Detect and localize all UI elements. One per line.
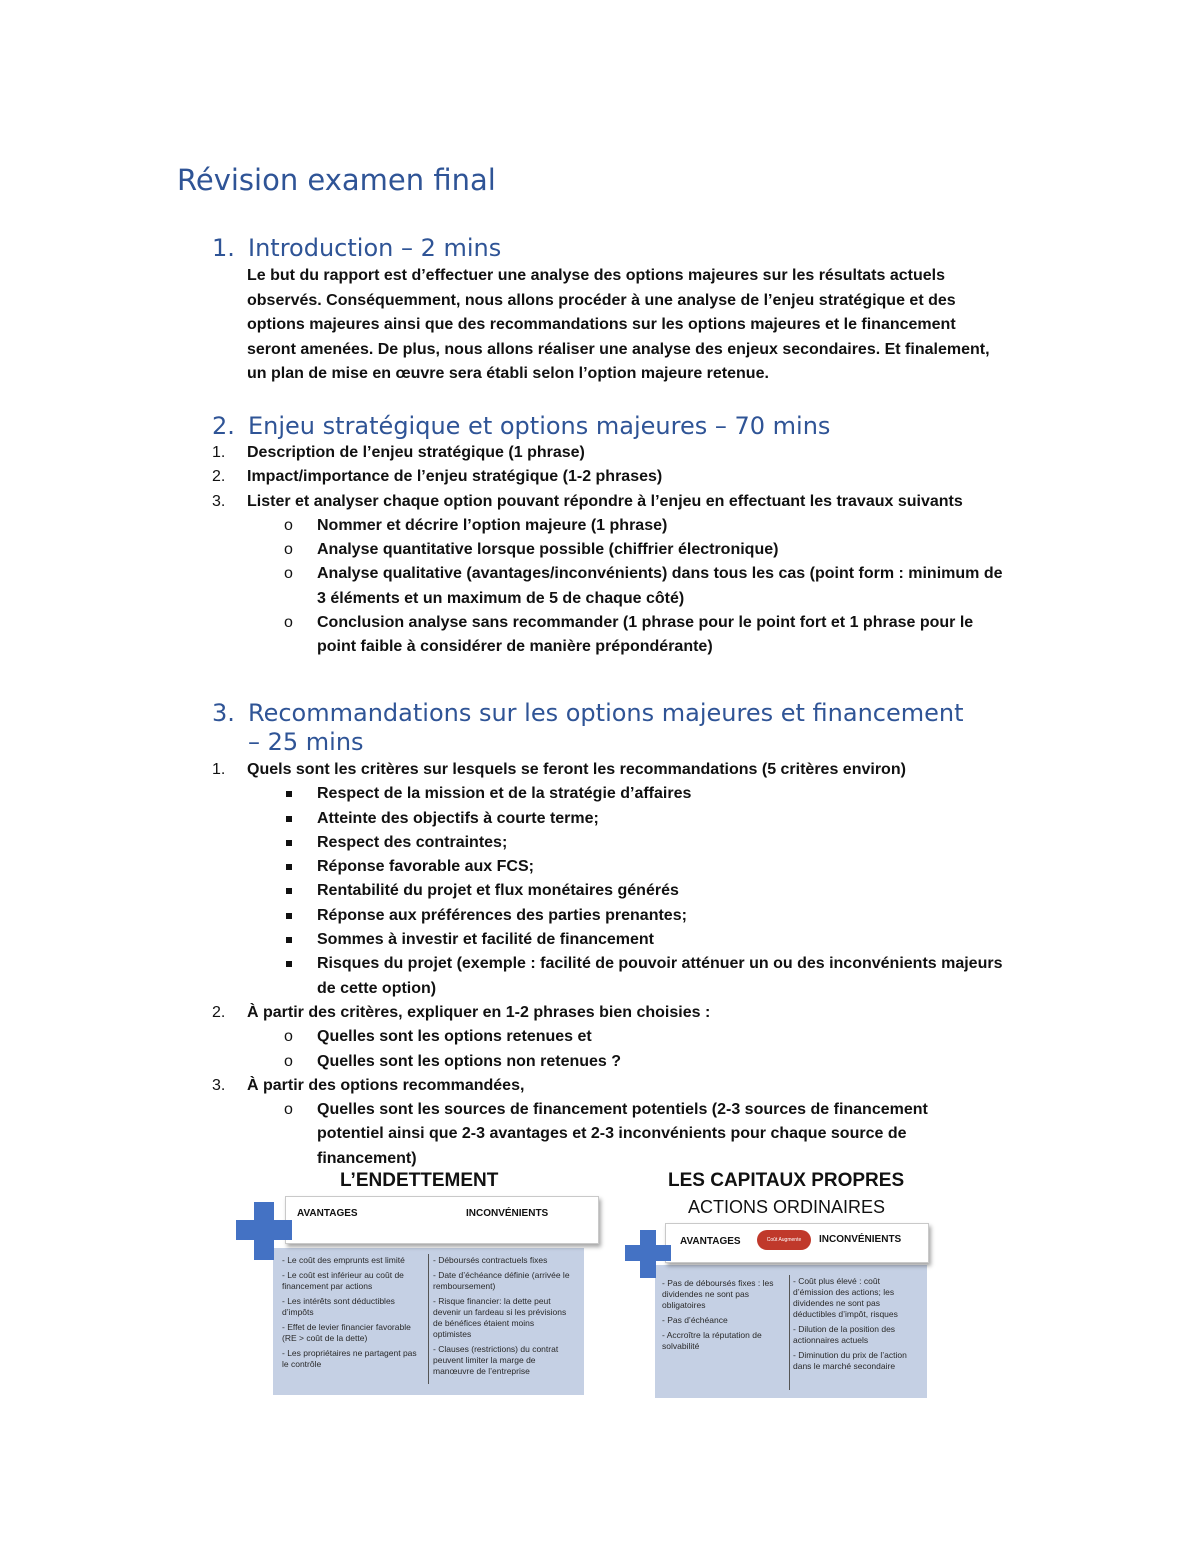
equity-subtitle: ACTIONS ORDINAIRES	[688, 1197, 886, 1217]
square-bullet-icon	[286, 888, 292, 894]
page-title: Révision examen final	[177, 163, 496, 197]
intro-paragraph: Le but du rapport est d’effectuer une analyse des options majeures sur les résultats actuels observés. Conséquemment, nous allons procéder à une analyse de l’enjeu stratégique et des options majeures ainsi que des recommandations sur les options majeures et le financement seront amenées. De plus, nous allons réaliser une analyse des enjeux secondaires. Et finalement, un plan de mise en œuvre sera établi selon l’option majeure retenue.	[247, 267, 990, 382]
list-marker: 3.	[212, 1076, 226, 1094]
disadvantage-item: - Date d’échéance définie (arrivée le remboursement)	[433, 1270, 570, 1291]
sub-list-item	[212, 1050, 1007, 1074]
plus-cross-icon	[625, 1230, 671, 1278]
section-3-heading	[212, 699, 1032, 757]
equity-advantages-list	[662, 1278, 784, 1356]
square-bullet-icon	[286, 961, 292, 967]
section-heading-text-cont: – 25 mins	[248, 728, 364, 756]
square-bullet-icon	[286, 816, 292, 822]
sub-list-item	[212, 562, 1007, 611]
list-item-text: Quelles sont les sources de financement potentiels (2-3 sources de financement potentiel ainsi que 2-3 avantages et 2-3 inconvénients pour chaque source de financement)	[317, 1101, 928, 1167]
criteria-item	[212, 855, 1007, 879]
list-marker: 2.	[212, 1003, 226, 1021]
equity-title: LES CAPITAUX PROPRES	[668, 1170, 905, 1191]
list-marker: 3.	[212, 492, 226, 510]
debt-advantages-label: AVANTAGES	[297, 1208, 358, 1219]
plus-cross-icon	[236, 1202, 292, 1260]
equity-advantages-label: AVANTAGES	[680, 1236, 741, 1247]
disadvantage-item: - Déboursés contractuels fixes	[433, 1255, 548, 1265]
list-item	[212, 1074, 1012, 1098]
disadvantage-item: - Dilution de la position des actionnaires actuels	[793, 1324, 896, 1345]
debt-title: L’ENDETTEMENT	[340, 1170, 499, 1191]
list-item	[212, 465, 1012, 489]
advantage-item: - Pas d’échéance	[662, 1315, 728, 1325]
sub-list-item	[212, 514, 1007, 538]
list-marker: 2.	[212, 468, 226, 486]
list-item-text: Respect des contraintes;	[317, 833, 508, 851]
section-2-heading	[212, 412, 830, 441]
square-bullet-icon	[286, 791, 292, 797]
list-item-text: Quelles sont les options non retenues ?	[317, 1052, 622, 1070]
list-item-text: Respect de la mission et de la stratégie d’affaires	[317, 785, 692, 803]
list-item-text: Nommer et décrire l’option majeure (1 phrase)	[317, 516, 668, 534]
square-bullet-icon	[286, 937, 292, 943]
list-item-text: Conclusion analyse sans recommander (1 phrase pour le point fort et 1 phrase pour le point faible à considérer de manière prépondérante)	[317, 614, 974, 656]
criteria-item	[212, 952, 1007, 1001]
disadvantage-item: - Risque financier: la dette peut devenir un fardeau si les prévisions de bénéfices étaient moins optimistes	[433, 1296, 567, 1339]
list-marker: 1.	[212, 761, 226, 778]
list-marker: o	[284, 565, 293, 583]
list-item-text: Analyse quantitative lorsque possible (chiffrier électronique)	[317, 541, 779, 559]
list-item-text: Analyse qualitative (avantages/inconvénients) dans tous les cas (point form : minimum de 3 éléments et un maximum de 5 de chaque côté)	[317, 565, 1003, 607]
list-item-text: À partir des options recommandées,	[247, 1076, 525, 1094]
advantage-item: - Le coût des emprunts est limité	[282, 1255, 405, 1265]
advantage-item: - Effet de levier financier favorable (RE > coût de la dette)	[282, 1322, 411, 1343]
list-item-text: Impact/importance de l’enjeu stratégique (1-2 phrases)	[247, 468, 663, 486]
criteria-item	[212, 831, 1007, 855]
list-item-text: Lister et analyser chaque option pouvant répondre à l’enjeu en effectuant les travaux suivants	[247, 492, 963, 510]
criteria-item	[212, 782, 1007, 806]
advantage-item: - Les intérêts sont déductibles d’impôts	[282, 1296, 395, 1317]
list-item-text: Atteinte des objectifs à courte terme;	[317, 809, 599, 827]
square-bullet-icon	[286, 864, 292, 870]
list-item-text: Réponse favorable aux FCS;	[317, 858, 534, 876]
sub-list-item	[212, 611, 1007, 660]
list-item-text: Description de l’enjeu stratégique (1 phrase)	[247, 444, 585, 461]
list-item-text: Réponse aux préférences des parties prenantes;	[317, 906, 687, 924]
list-item-text: Sommes à investir et facilité de financement	[317, 931, 655, 949]
list-item	[212, 1001, 1012, 1025]
section-heading-text: Enjeu stratégique et options majeures – 70 mins	[248, 412, 831, 440]
section-number: 3.	[212, 699, 235, 727]
advantage-item: - Pas de déboursés fixes : les dividendes ne sont pas obligatoires	[662, 1278, 774, 1310]
list-marker: o	[284, 614, 293, 632]
disadvantage-item: - Coût plus élevé : coût d’émission des actions; les dividendes ne sont pas déductibles d’impôt, risques	[793, 1276, 898, 1319]
list-marker: o	[284, 541, 293, 559]
square-bullet-icon	[286, 840, 292, 846]
list-marker: o	[284, 1101, 293, 1119]
list-marker: o	[284, 516, 293, 534]
criteria-item	[212, 928, 1007, 952]
debt-header-bar	[285, 1196, 599, 1244]
list-item-text: À partir des critères, expliquer en 1-2 phrases bien choisies :	[247, 1003, 711, 1021]
advantage-item: - Accroître la réputation de solvabilité	[662, 1330, 762, 1351]
column-divider	[789, 1275, 790, 1390]
cost-increase-badge: Coût Augmente	[757, 1230, 811, 1250]
list-marker: o	[284, 1028, 293, 1046]
disadvantage-item: - Diminution du prix de l’action dans le marché secondaire	[793, 1350, 907, 1371]
section-heading-text: Introduction – 2 mins	[248, 234, 502, 262]
section-heading-text: Recommandations sur les options majeures et financement	[248, 699, 964, 727]
list-marker: 1.	[212, 444, 226, 461]
sub-list-item	[212, 538, 1007, 562]
criteria-item	[212, 879, 1007, 903]
disadvantage-item: - Clauses (restrictions) du contrat peuvent limiter la marge de manœuvre de l’entreprise	[433, 1344, 559, 1376]
equity-disadvantages-label: INCONVÉNIENTS	[819, 1234, 902, 1245]
debt-advantages-list	[282, 1255, 422, 1374]
debt-disadvantages-list	[433, 1255, 573, 1381]
list-item	[212, 758, 1012, 782]
section-3-list	[212, 758, 1012, 1171]
list-item-text: Quels sont les critères sur lesquels se feront les recommandations (5 critères environ)	[247, 761, 906, 778]
list-item	[212, 441, 1012, 465]
advantage-item: - Le coût est inférieur au coût de financement par actions	[282, 1270, 404, 1291]
equity-disadvantages-list	[793, 1276, 921, 1376]
list-item-text: Risques du projet (exemple : facilité de pouvoir atténuer un ou des inconvénients majeurs de cette option)	[317, 955, 1003, 997]
debt-disadvantages-label: INCONVÉNIENTS	[466, 1208, 549, 1219]
list-marker: o	[284, 1052, 293, 1070]
list-item-text: Quelles sont les options retenues et	[317, 1028, 592, 1046]
criteria-item	[212, 904, 1007, 928]
advantage-item: - Les propriétaires ne partagent pas le contrôle	[282, 1348, 417, 1369]
criteria-item	[212, 807, 1007, 831]
square-bullet-icon	[286, 913, 292, 919]
sub-list-item	[212, 1098, 967, 1171]
section-number: 2.	[212, 412, 235, 440]
section-2-list	[212, 441, 1012, 660]
column-divider	[428, 1254, 429, 1384]
sub-list-item	[212, 1025, 1007, 1049]
section-1-heading	[212, 234, 501, 263]
list-item	[212, 490, 1012, 514]
section-number: 1.	[212, 234, 235, 262]
list-item-text: Rentabilité du projet et flux monétaires générés	[317, 882, 679, 900]
